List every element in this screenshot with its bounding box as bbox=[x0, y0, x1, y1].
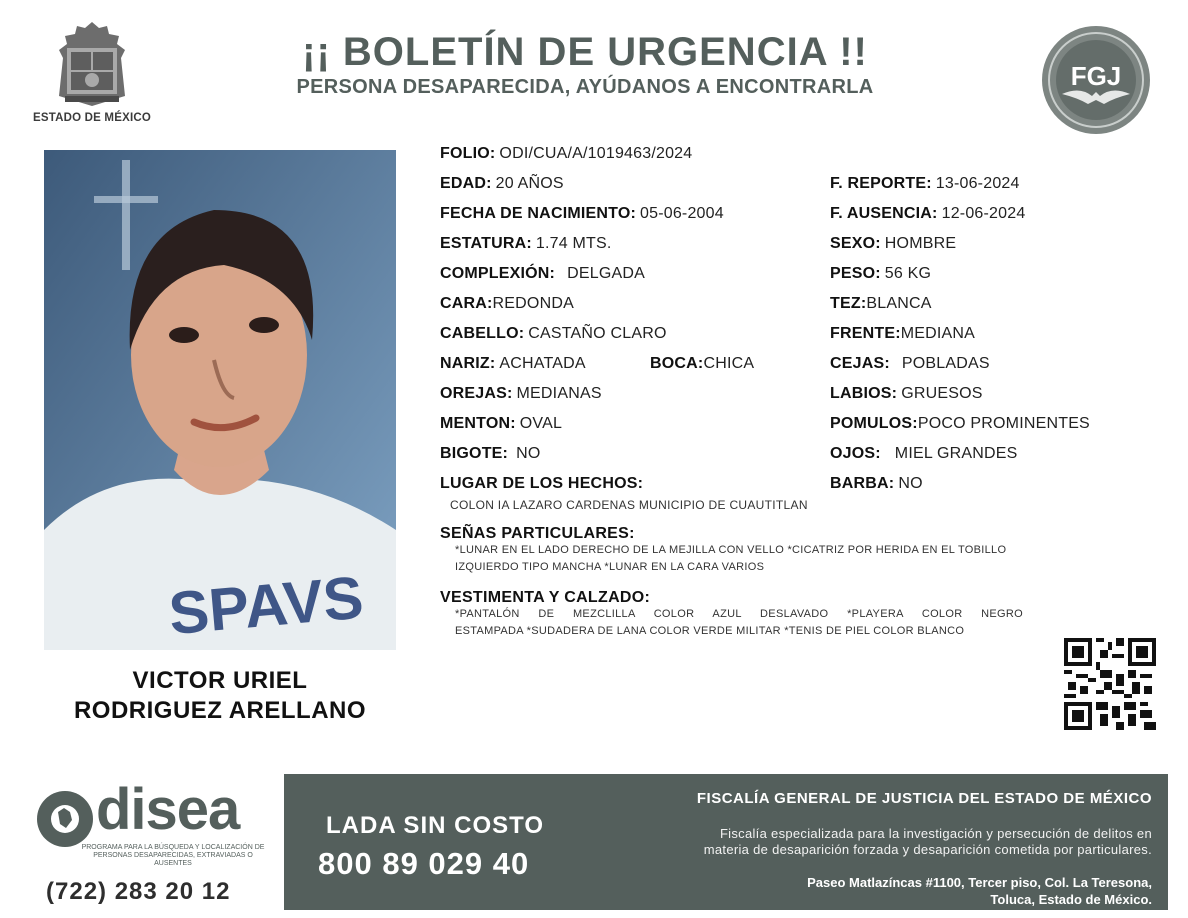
field-label: OREJAS: bbox=[440, 385, 513, 402]
field-estatura bbox=[440, 235, 611, 253]
field-label: MENTON: bbox=[440, 415, 516, 432]
fiscalia-description bbox=[592, 826, 1152, 858]
field-value: MEDIANA bbox=[900, 325, 976, 342]
footer-contact-bar bbox=[284, 774, 1168, 910]
field-tez bbox=[830, 295, 932, 313]
field-value: OVAL bbox=[519, 415, 563, 432]
field-cejas bbox=[830, 355, 990, 373]
field-labios bbox=[830, 385, 983, 403]
field-label: BIGOTE: bbox=[440, 445, 509, 462]
field-sexo bbox=[830, 235, 956, 253]
field-label: NARIZ: bbox=[440, 355, 496, 372]
field-frente bbox=[830, 325, 975, 343]
field-pomulos bbox=[830, 415, 1090, 433]
name-line-1: VICTOR URIEL bbox=[132, 667, 308, 694]
odisea-phone[interactable]: (722) 283 20 12 bbox=[46, 878, 231, 905]
state-name: ESTADO DE MÉXICO bbox=[33, 112, 151, 124]
field-label: PESO: bbox=[830, 265, 881, 282]
odisea-wordmark: disea bbox=[96, 777, 240, 842]
field-value: ACHATADA bbox=[499, 355, 586, 372]
field-orejas bbox=[440, 385, 602, 403]
field-lugar bbox=[440, 475, 643, 493]
vestimenta-line-1: *PANTALÓN DE MEZCLILLA COLOR AZUL DESLAVADO *PLAYERA COLOR NEGRO bbox=[455, 608, 1023, 620]
field-label: BARBA: bbox=[830, 475, 895, 492]
field-label: CARA: bbox=[440, 295, 493, 312]
senas-line-1: *LUNAR EN EL LADO DERECHO DE LA MEJILLA CON VELLO *CICATRIZ POR HERIDA EN EL TOBILLO bbox=[455, 544, 1007, 556]
field-edad bbox=[440, 175, 564, 193]
field-f-reporte bbox=[830, 175, 1020, 193]
field-value: HOMBRE bbox=[884, 235, 957, 252]
fgj-seal-icon bbox=[1040, 24, 1152, 136]
shirt-print-text: SPAVS bbox=[166, 563, 366, 648]
field-label: BOCA: bbox=[650, 355, 704, 372]
fiscalia-title: FISCALÍA GENERAL DE JUSTICIA DEL ESTADO DE MÉXICO bbox=[696, 790, 1152, 807]
missing-person-photo bbox=[44, 150, 396, 650]
fiscalia-desc-line-2: materia de desaparición forzada y desaparición cometida por particulares. bbox=[703, 842, 1152, 857]
vestimenta-text bbox=[455, 606, 1023, 640]
lada-label: LADA SIN COSTO bbox=[326, 812, 545, 839]
missing-person-name bbox=[40, 666, 400, 726]
address-line-1: Paseo Matlazíncas #1100, Tercer piso, Col. La Teresona, bbox=[807, 875, 1152, 890]
field-label: SEXO: bbox=[830, 235, 881, 252]
field-value: MEDIANAS bbox=[516, 385, 602, 402]
field-value: POBLADAS bbox=[901, 355, 990, 372]
field-value: CHICA bbox=[703, 355, 755, 372]
address-line-2: Toluca, Estado de México. bbox=[990, 892, 1152, 907]
field-label: CEJAS: bbox=[830, 355, 890, 372]
fiscalia-address bbox=[807, 874, 1152, 908]
field-value: 13-06-2024 bbox=[935, 175, 1020, 192]
field-value: CASTAÑO CLARO bbox=[528, 325, 667, 342]
page-subtitle: PERSONA DESAPARECIDA, AYÚDANOS A ENCONTRARLA bbox=[296, 76, 874, 98]
senas-line-2: IZQUIERDO TIPO MANCHA *LUNAR EN LA CARA VARIOS bbox=[455, 561, 765, 573]
qr-code-icon[interactable] bbox=[1064, 638, 1156, 730]
field-f-ausencia bbox=[830, 205, 1025, 223]
senas-heading: SEÑAS PARTICULARES: bbox=[440, 525, 635, 542]
field-fecha-nacimiento bbox=[440, 205, 724, 223]
lugar-value: COLON IA LAZARO CARDENAS MUNICIPIO DE CUAUTITLAN bbox=[450, 498, 808, 512]
vestimenta-line-2: ESTAMPADA *SUDADERA DE LANA COLOR VERDE MILITAR *TENIS DE PIEL COLOR BLANCO bbox=[455, 625, 965, 637]
field-ojos bbox=[830, 445, 1018, 463]
field-cara bbox=[440, 295, 574, 313]
field-label: LUGAR DE LOS HECHOS: bbox=[440, 475, 644, 492]
field-menton bbox=[440, 415, 562, 433]
field-value: REDONDA bbox=[492, 295, 574, 312]
field-label: LABIOS: bbox=[830, 385, 898, 402]
odisea-map-pin-icon bbox=[34, 788, 96, 852]
senas-text bbox=[455, 542, 1006, 576]
odisea-program-text: PROGRAMA PARA LA BÚSQUEDA Y LOCALIZACIÓN DE PERSONAS DESAPARECIDAS, EXTRAVIADAS O AUSENTES bbox=[81, 844, 265, 867]
odisea-logo bbox=[34, 777, 274, 912]
lada-phone-number[interactable]: 800 89 029 40 bbox=[318, 846, 530, 881]
field-bigote bbox=[440, 445, 540, 463]
name-line-2: RODRIGUEZ ARELLANO bbox=[73, 697, 367, 724]
field-label: F. AUSENCIA: bbox=[830, 205, 938, 222]
field-value: NO bbox=[898, 475, 923, 492]
field-nariz bbox=[440, 355, 586, 373]
estado-de-mexico-logo bbox=[30, 18, 154, 124]
field-complexion bbox=[440, 265, 645, 283]
field-value: MIEL GRANDES bbox=[894, 445, 1018, 462]
vestimenta-heading: VESTIMENTA Y CALZADO: bbox=[440, 589, 651, 606]
field-value: 1.74 MTS. bbox=[535, 235, 612, 252]
field-label: TEZ: bbox=[830, 295, 867, 312]
field-value: 05-06-2004 bbox=[640, 205, 724, 222]
fgj-logo-text: FGJ bbox=[1070, 61, 1122, 91]
field-barba bbox=[830, 475, 923, 493]
field-label: CABELLO: bbox=[440, 325, 525, 342]
page-title: ¡¡ BOLETÍN DE URGENCIA !! bbox=[302, 30, 868, 74]
field-label: F. REPORTE: bbox=[830, 175, 932, 192]
field-value: POCO PROMINENTES bbox=[917, 415, 1090, 432]
field-cabello bbox=[440, 325, 667, 343]
field-value: ODI/CUA/A/1019463/2024 bbox=[499, 145, 693, 162]
field-value: BLANCA bbox=[866, 295, 932, 312]
field-label: FECHA DE NACIMIENTO: bbox=[440, 205, 636, 222]
field-label: FOLIO: bbox=[440, 145, 496, 162]
field-label: COMPLEXIÓN: bbox=[440, 265, 556, 282]
field-value: 56 KG bbox=[884, 265, 932, 282]
field-folio bbox=[440, 145, 692, 163]
coat-of-arms-icon bbox=[53, 18, 131, 108]
field-label: POMULOS: bbox=[830, 415, 918, 432]
field-peso bbox=[830, 265, 931, 283]
field-value: 20 AÑOS bbox=[495, 175, 564, 192]
field-label: OJOS: bbox=[830, 445, 881, 462]
portrait-image bbox=[44, 150, 396, 650]
field-label: EDAD: bbox=[440, 175, 492, 192]
field-boca bbox=[650, 355, 754, 373]
fiscalia-desc-line-1: Fiscalía especializada para la investigación y persecución de delitos en bbox=[719, 826, 1152, 841]
field-value: 12-06-2024 bbox=[941, 205, 1026, 222]
field-label: FRENTE: bbox=[830, 325, 901, 342]
field-value: GRUESOS bbox=[901, 385, 983, 402]
field-value: DELGADA bbox=[567, 265, 645, 282]
field-value: NO bbox=[516, 445, 541, 462]
field-label: ESTATURA: bbox=[440, 235, 532, 252]
